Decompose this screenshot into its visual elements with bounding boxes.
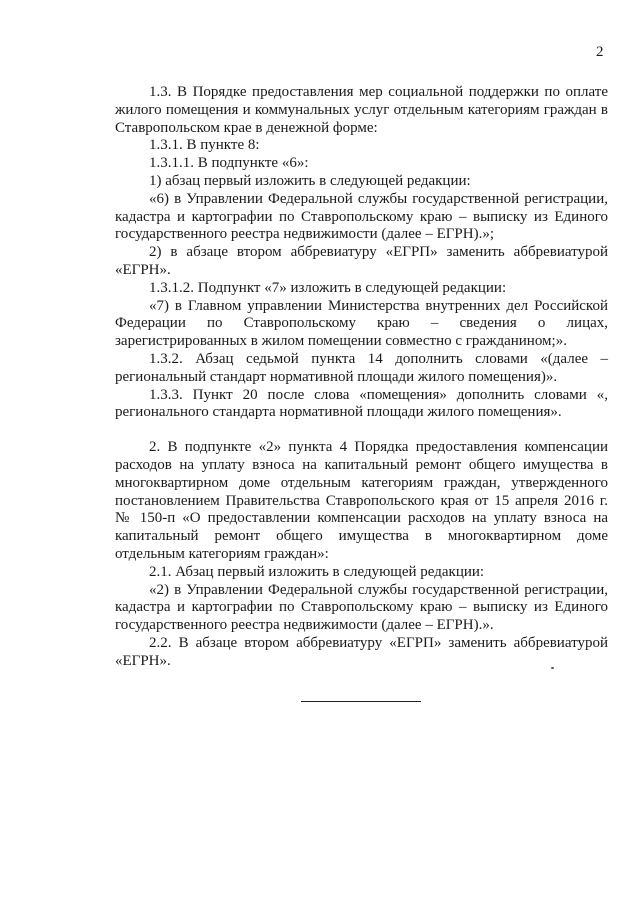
page-number: 2 — [596, 44, 604, 60]
paragraph-1-3-1-2: 1.3.1.2. Подпункт «7» изложить в следующей редакции: — [149, 279, 507, 296]
paragraph-2-1: 2.1. Абзац первый изложить в следующей редакции: — [149, 563, 485, 580]
paragraph-item-1: 1) абзац первый изложить в следующей редакции: — [149, 172, 471, 189]
paragraph-item-2: 2) в абзаце втором аббревиатуру «ЕГРП» заменить аббревиатурой «ЕГРН». — [115, 244, 608, 278]
paragraph-quote-6: «6) в Управлении Федеральной службы государственной регистрации, кадастра и картографии по Ставропольскому краю – выписку из Единого государственного реестра недвижимости (далее – ЕГРН).»; — [115, 190, 608, 243]
paragraph-1-3-1: 1.3.1. В пункте 8: — [149, 137, 260, 154]
paragraph-2-2: 2.2. В абзаце втором аббревиатуру «ЕГРП» заменить аббревиатурой «ЕГРН». — [115, 634, 608, 669]
document-body — [115, 84, 608, 671]
section-gap — [115, 422, 608, 439]
paragraph-1-3-3: 1.3.3. Пункт 20 после слова «помещения» дополнить словами «, регионального стандарта нормативной площади жилого помещения». — [115, 386, 608, 421]
paragraph-quote-7: «7) в Главном управлении Министерства внутренних дел Российской Федерации по Ставропольскому краю – сведения о лицах, зарегистрированных в жилом помещении совместно с гражданином;». — [115, 297, 608, 350]
paragraph-quote-2: «2) в Управлении Федеральной службы государственной регистрации, кадастра и картографии по Ставропольскому краю – выписку из Единого государственного реестра недвижимости (далее – ЕГРН).». — [115, 581, 608, 634]
scan-speck — [551, 667, 554, 669]
paragraph-2: 2. В подпункте «2» пункта 4 Порядка предоставления компенсации расходов на уплату взноса на капитальный ремонт общего имущества в многоквартирном доме отдельным категориям граждан, утвержденного постановлением Правительства Ставропольского края от 15 апреля 2016 г. № 150-п «О предоставлении компенсации расходов на уплату взноса на капитальный ремонт общего имущества в многоквартирном доме отдельным категориям граждан»: — [115, 439, 608, 562]
closing-rule — [301, 701, 421, 702]
paragraph-1-3-2: 1.3.2. Абзац седьмой пункта 14 дополнить словами «(далее – региональный стандарт нормативной площади жилого помещения)». — [115, 350, 608, 385]
paragraph-1-3-1-1: 1.3.1.1. В подпункте «6»: — [149, 155, 309, 172]
paragraph-1-3: 1.3. В Порядке предоставления мер социальной поддержки по оплате жилого помещения и коммунальных услуг отдельным категориям граждан в Ставропольском крае в денежной форме: — [115, 84, 608, 136]
